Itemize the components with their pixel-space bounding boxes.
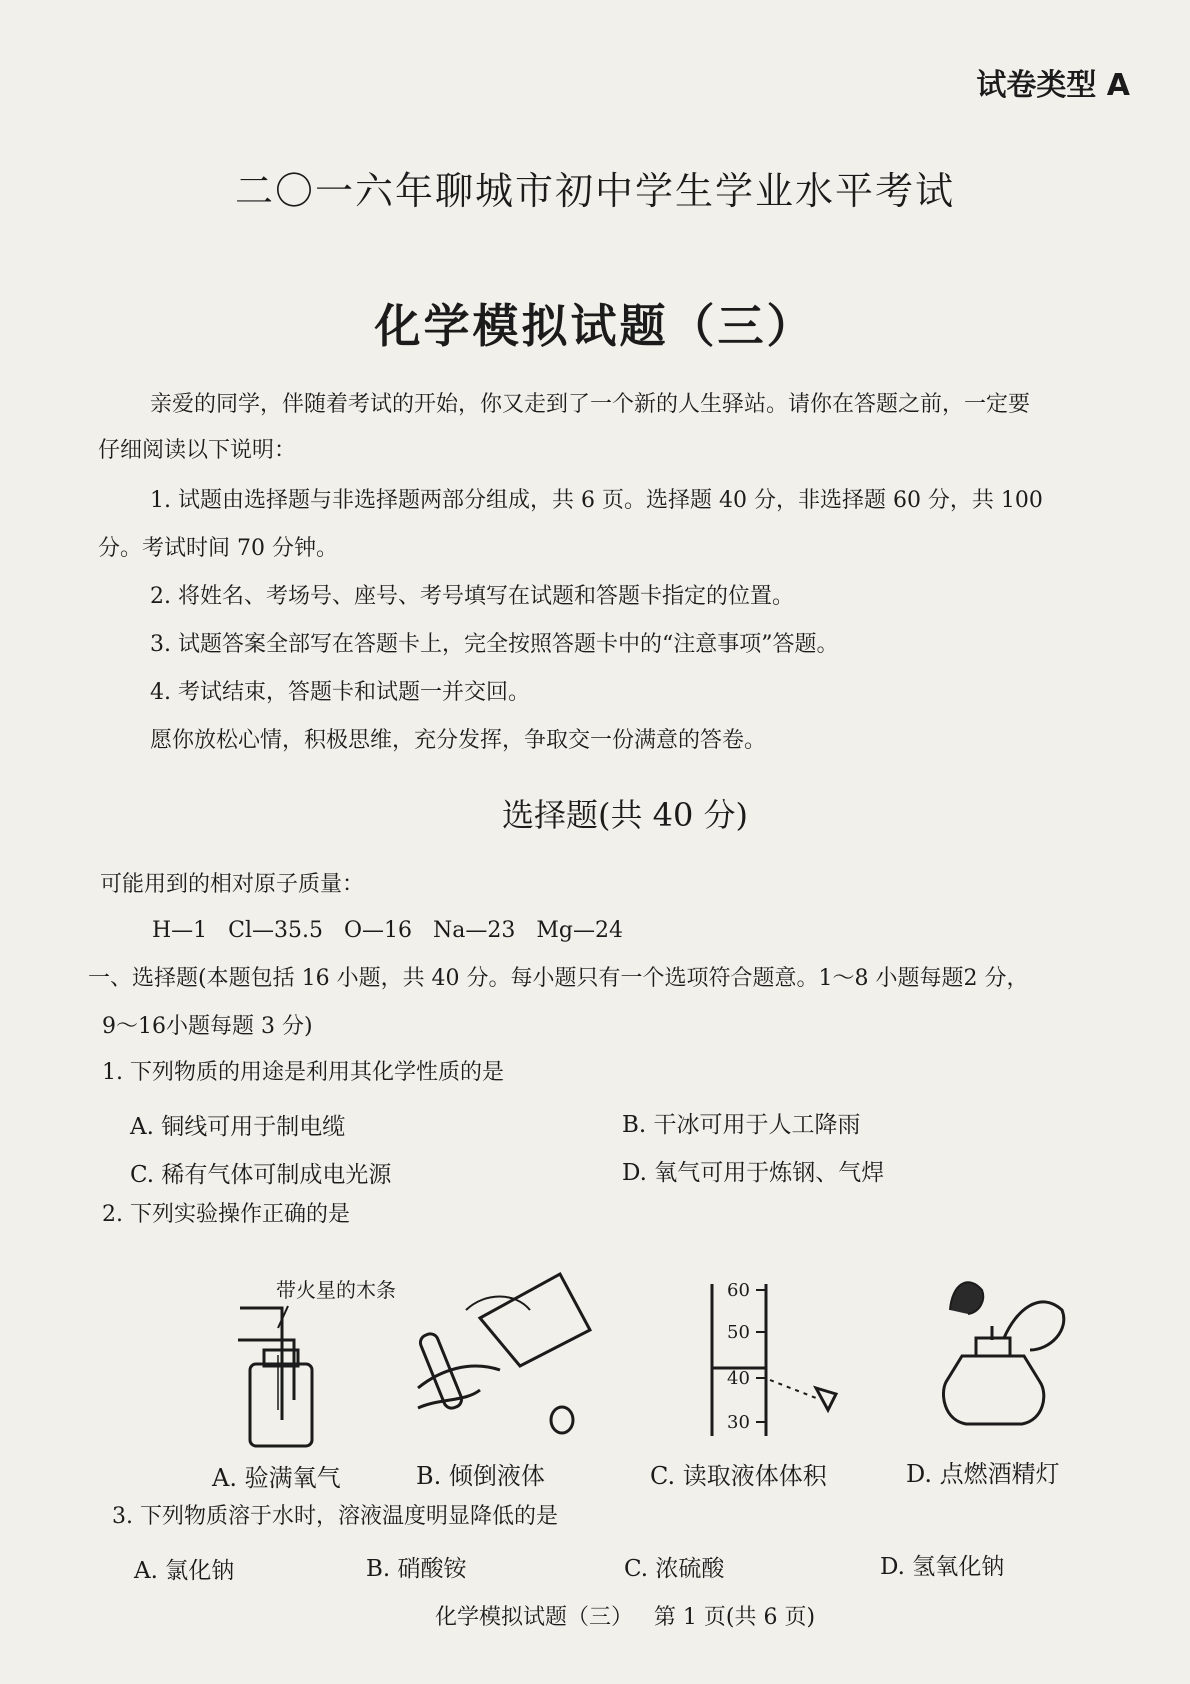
question-1-stem: 1. 下列物质的用途是利用其化学性质的是 (102, 1060, 504, 1085)
question-3-option-d: D. 氢氧化钠 (880, 1554, 1005, 1580)
intro-greeting-line2: 仔细阅读以下说明： (98, 438, 297, 463)
cylinder-tick-50: 50 (727, 1322, 750, 1343)
pouring-liquid-figure (410, 1270, 600, 1450)
question-2-option-a: A. 验满氧气 (212, 1464, 341, 1492)
alcohol-lamp-figure (920, 1270, 1070, 1440)
instruction-1-line1: 1. 试题由选择题与非选择题两部分组成，共 6 页。选择题 40 分，非选择题 60 分，共 100 (150, 488, 1043, 513)
intro-wish: 愿你放松心情，积极思维，充分发挥，争取交一份满意的答卷。 (150, 728, 767, 753)
part-one-instructions-line2: 9～16小题每题 3 分) (102, 1014, 313, 1039)
cylinder-tick-60: 60 (727, 1280, 750, 1301)
question-2-option-b: B. 倾倒液体 (416, 1462, 545, 1490)
question-1-option-a: A. 铜线可用于制电缆 (130, 1114, 346, 1140)
section-title: 选择题(共 40 分) (501, 796, 749, 834)
main-title: 化学模拟试题（三） (374, 299, 816, 353)
paper-type-label: 试卷类型 A (976, 68, 1130, 103)
question-2-option-d: D. 点燃酒精灯 (906, 1460, 1060, 1488)
question-3-option-a: A. 氯化钠 (134, 1558, 235, 1584)
question-3-option-b: B. 硝酸铵 (366, 1556, 467, 1582)
question-2-stem: 2. 下列实验操作正确的是 (102, 1202, 350, 1227)
instruction-1-line2: 分。考试时间 70 分钟。 (98, 536, 338, 561)
measuring-cylinder-figure (700, 1270, 850, 1440)
question-1-option-b: B. 干冰可用于人工降雨 (622, 1112, 861, 1138)
intro-greeting-line1: 亲爱的同学，伴随着考试的开始，你又走到了一个新的人生驿站。请你在答题之前，一定要 (150, 392, 1031, 417)
atomic-mass-label: 可能用到的相对原子质量： (100, 872, 365, 897)
page-footer: 化学模拟试题（三） 第 1 页(共 6 页) (434, 1605, 816, 1630)
figure-a-label: 带火星的木条 (276, 1278, 396, 1302)
gas-bottle-figure (230, 1300, 350, 1450)
cylinder-tick-30: 30 (727, 1412, 750, 1433)
instruction-2: 2. 将姓名、考场号、座号、考号填写在试题和答题卡指定的位置。 (150, 584, 794, 609)
part-one-instructions-line1: 一、选择题(本题包括 16 小题，共 40 分。每小题只有一个选项符合题意。1～8 小题每题2 分， (88, 966, 1029, 991)
instruction-3: 3. 试题答案全部写在答题卡上，完全按照答题卡中的“注意事项”答题。 (150, 632, 839, 657)
question-1-option-d: D. 氧气可用于炼钢、气焊 (622, 1160, 885, 1186)
atomic-mass-values: H—1 Cl—35.5 O—16 Na—23 Mg—24 (152, 918, 623, 943)
instruction-4: 4. 考试结束，答题卡和试题一并交回。 (150, 680, 530, 705)
question-3-option-c: C. 浓硫酸 (624, 1556, 725, 1582)
question-1-option-c: C. 稀有气体可制成电光源 (130, 1162, 392, 1188)
cylinder-tick-40: 40 (727, 1368, 750, 1389)
question-3-stem: 3. 下列物质溶于水时，溶液温度明显降低的是 (112, 1504, 558, 1529)
question-2-option-c: C. 读取液体体积 (650, 1462, 827, 1490)
exam-title: 二〇一六年聊城市初中学生学业水平考试 (234, 169, 955, 213)
